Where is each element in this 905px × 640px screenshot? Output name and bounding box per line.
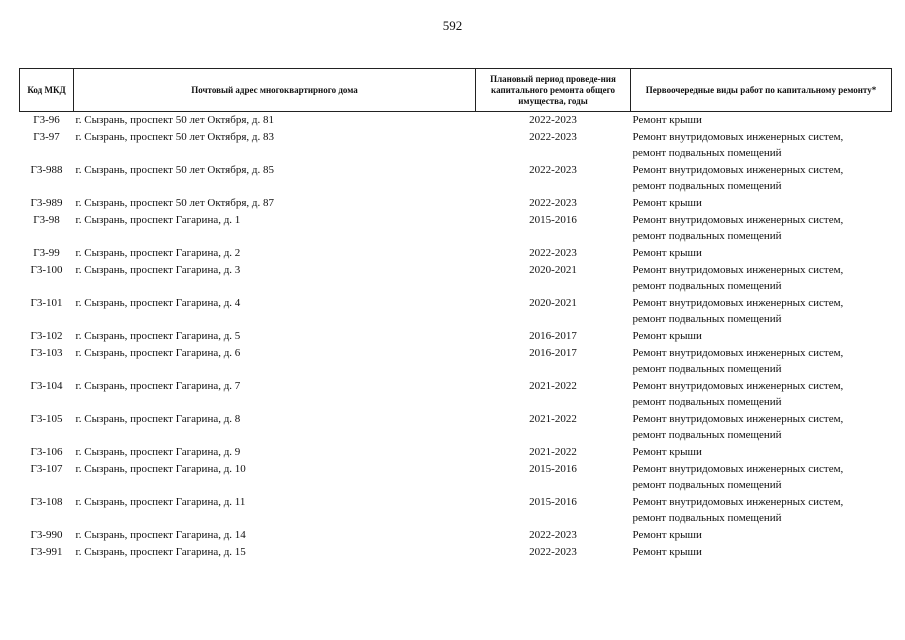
registry-table (19, 68, 892, 561)
cell-period: 2022-2023 (529, 546, 577, 558)
cell-address: г. Сызрань, проспект Гагарина, д. 7 (75, 380, 241, 392)
work-line: Ремонт крыши (632, 330, 702, 342)
work-line: Ремонт крыши (632, 197, 702, 209)
cell-code: Г3-106 (30, 446, 63, 458)
work-line: ремонт подвальных помещений (632, 479, 782, 491)
cell-works (631, 195, 892, 212)
work-line: Ремонт внутридомовых инженерных систем, (632, 297, 844, 309)
cell-works (631, 544, 892, 561)
cell-code: Г3-105 (30, 413, 63, 425)
work-line: ремонт подвальных помещений (632, 363, 782, 375)
cell-works (631, 245, 892, 262)
column-header-period: Плановый период проведе-ния капитального ремонта общего имущества, годы (476, 69, 631, 112)
work-line: ремонт подвальных помещений (632, 396, 782, 408)
work-line: ремонт подвальных помещений (632, 512, 782, 524)
work-line: Ремонт внутридомовых инженерных систем, (632, 131, 844, 143)
table-body (20, 112, 892, 562)
cell-address: г. Сызрань, проспект 50 лет Октября, д. 85 (75, 164, 274, 176)
work-line: Ремонт внутридомовых инженерных систем, (632, 264, 844, 276)
cell-code: Г3-100 (30, 264, 63, 276)
table-header (20, 69, 892, 112)
work-line: Ремонт внутридомовых инженерных систем, (632, 463, 844, 475)
work-line: Ремонт крыши (632, 114, 702, 126)
cell-address: г. Сызрань, проспект Гагарина, д. 2 (75, 247, 241, 259)
cell-address: г. Сызрань, проспект Гагарина, д. 3 (75, 264, 241, 276)
table-row (20, 162, 892, 195)
cell-code: Г3-990 (30, 529, 63, 541)
cell-address: г. Сызрань, проспект Гагарина, д. 8 (75, 413, 241, 425)
cell-works (631, 262, 892, 295)
cell-address: г. Сызрань, проспект 50 лет Октября, д. 83 (75, 131, 274, 143)
table-row (20, 527, 892, 544)
cell-code: Г3-102 (30, 330, 63, 342)
cell-period: 2015-2016 (529, 463, 577, 475)
table-row (20, 378, 892, 411)
table-row (20, 345, 892, 378)
cell-works (631, 129, 892, 162)
work-line: Ремонт внутридомовых инженерных систем, (632, 413, 844, 425)
cell-period: 2022-2023 (529, 247, 577, 259)
column-header-code: Код МКД (20, 69, 74, 112)
cell-address: г. Сызрань, проспект Гагарина, д. 15 (75, 546, 246, 558)
table-row (20, 494, 892, 527)
cell-address: г. Сызрань, проспект Гагарина, д. 5 (75, 330, 241, 342)
work-line: Ремонт внутридомовых инженерных систем, (632, 380, 844, 392)
work-line: ремонт подвальных помещений (632, 180, 782, 192)
cell-period: 2022-2023 (529, 529, 577, 541)
table-row (20, 544, 892, 561)
cell-period: 2020-2021 (529, 297, 577, 309)
cell-code: Г3-108 (30, 496, 63, 508)
work-line: ремонт подвальных помещений (632, 313, 782, 325)
cell-address: г. Сызрань, проспект Гагарина, д. 9 (75, 446, 241, 458)
work-line: ремонт подвальных помещений (632, 230, 782, 242)
cell-code: Г3-988 (30, 164, 63, 176)
cell-code: Г3-107 (30, 463, 63, 475)
cell-period: 2016-2017 (529, 330, 577, 342)
cell-code: Г3-103 (30, 347, 63, 359)
cell-address: г. Сызрань, проспект Гагарина, д. 4 (75, 297, 241, 309)
table-row (20, 112, 892, 130)
cell-period: 2022-2023 (529, 197, 577, 209)
page-number: 592 (442, 18, 463, 33)
table-row (20, 295, 892, 328)
work-line: Ремонт крыши (632, 529, 702, 541)
table-row (20, 444, 892, 461)
cell-period: 2022-2023 (529, 131, 577, 143)
table-row (20, 129, 892, 162)
cell-works (631, 212, 892, 245)
cell-period: 2021-2022 (529, 380, 577, 392)
table-row (20, 461, 892, 494)
cell-works (631, 295, 892, 328)
table-row (20, 212, 892, 245)
cell-code: Г3-991 (30, 546, 63, 558)
table-row (20, 195, 892, 212)
cell-period: 2020-2021 (529, 264, 577, 276)
work-line: Ремонт внутридомовых инженерных систем, (632, 164, 844, 176)
work-line: ремонт подвальных помещений (632, 429, 782, 441)
cell-period: 2022-2023 (529, 164, 577, 176)
table-row (20, 245, 892, 262)
cell-code: Г3-101 (30, 297, 63, 309)
cell-period: 2021-2022 (529, 446, 577, 458)
cell-address: г. Сызрань, проспект 50 лет Октября, д. 87 (75, 197, 274, 209)
cell-address: г. Сызрань, проспект Гагарина, д. 10 (75, 463, 246, 475)
cell-works (631, 494, 892, 527)
cell-address: г. Сызрань, проспект Гагарина, д. 6 (75, 347, 241, 359)
work-line: Ремонт внутридомовых инженерных систем, (632, 214, 844, 226)
cell-works (631, 345, 892, 378)
column-header-works: Первоочередные виды работ по капитальному ремонту* (631, 69, 892, 112)
cell-period: 2016-2017 (529, 347, 577, 359)
cell-code: Г3-96 (33, 114, 60, 126)
column-header-address: Почтовый адрес многоквартирного дома (74, 69, 476, 112)
cell-address: г. Сызрань, проспект Гагарина, д. 11 (75, 496, 246, 508)
cell-period: 2021-2022 (529, 413, 577, 425)
cell-works (631, 112, 892, 130)
cell-address: г. Сызрань, проспект Гагарина, д. 14 (75, 529, 246, 541)
cell-period: 2015-2016 (529, 496, 577, 508)
work-line: Ремонт крыши (632, 247, 702, 259)
cell-code: Г3-104 (30, 380, 63, 392)
cell-works (631, 162, 892, 195)
cell-works (631, 328, 892, 345)
table-row (20, 262, 892, 295)
cell-address: г. Сызрань, проспект 50 лет Октября, д. 81 (75, 114, 274, 126)
cell-code: Г3-99 (33, 247, 60, 259)
cell-period: 2015-2016 (529, 214, 577, 226)
work-line: Ремонт крыши (632, 446, 702, 458)
cell-code: Г3-98 (33, 214, 60, 226)
work-line: Ремонт крыши (632, 546, 702, 558)
table-row (20, 411, 892, 444)
cell-address: г. Сызрань, проспект Гагарина, д. 1 (75, 214, 241, 226)
work-line: ремонт подвальных помещений (632, 147, 782, 159)
cell-code: Г3-989 (30, 197, 63, 209)
cell-works (631, 461, 892, 494)
cell-works (631, 444, 892, 461)
work-line: Ремонт внутридомовых инженерных систем, (632, 496, 844, 508)
cell-works (631, 411, 892, 444)
cell-works (631, 378, 892, 411)
cell-works (631, 527, 892, 544)
work-line: ремонт подвальных помещений (632, 280, 782, 292)
work-line: Ремонт внутридомовых инженерных систем, (632, 347, 844, 359)
table-row (20, 328, 892, 345)
cell-period: 2022-2023 (529, 114, 577, 126)
cell-code: Г3-97 (33, 131, 60, 143)
